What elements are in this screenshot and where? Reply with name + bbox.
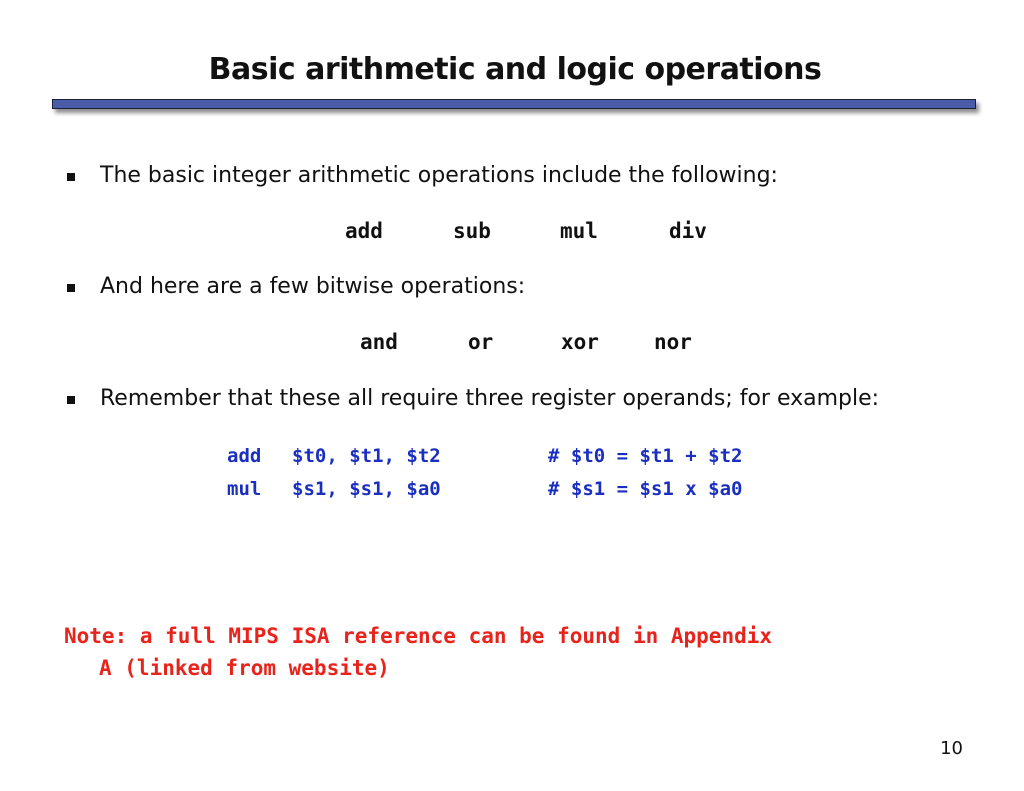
- op-nor: nor: [654, 330, 692, 354]
- code-op: add: [227, 445, 262, 467]
- code-args: $s1, $s1, $a0: [292, 478, 441, 500]
- bullet-square-icon: [67, 396, 75, 404]
- op-and: and: [360, 330, 398, 354]
- op-sub: sub: [453, 219, 491, 243]
- page-number: 10: [940, 738, 963, 759]
- op-xor: xor: [561, 330, 599, 354]
- code-comment: # $s1 = $s1 x $a0: [548, 478, 743, 500]
- bullet-text: Remember that these all require three register operands; for example:: [100, 386, 880, 411]
- appendix-note: [64, 620, 964, 684]
- title-divider: [52, 99, 976, 109]
- code-args: $t0, $t1, $t2: [292, 445, 441, 467]
- bullet-text: The basic integer arithmetic operations include the following:: [100, 163, 778, 188]
- bullet-square-icon: [67, 173, 75, 181]
- bullet-text: And here are a few bitwise operations:: [100, 274, 526, 299]
- code-op: mul: [227, 478, 262, 500]
- op-add: add: [345, 219, 383, 243]
- note-line-2: A (linked from website): [99, 656, 390, 680]
- op-mul: mul: [560, 219, 598, 243]
- op-div: div: [669, 219, 707, 243]
- bullet-square-icon: [67, 284, 75, 292]
- code-comment: # $t0 = $t1 + $t2: [548, 445, 743, 467]
- op-or: or: [468, 330, 494, 354]
- note-line-1: Note: a full MIPS ISA reference can be found in Appendix: [64, 624, 773, 648]
- slide-title: Basic arithmetic and logic operations: [208, 52, 822, 87]
